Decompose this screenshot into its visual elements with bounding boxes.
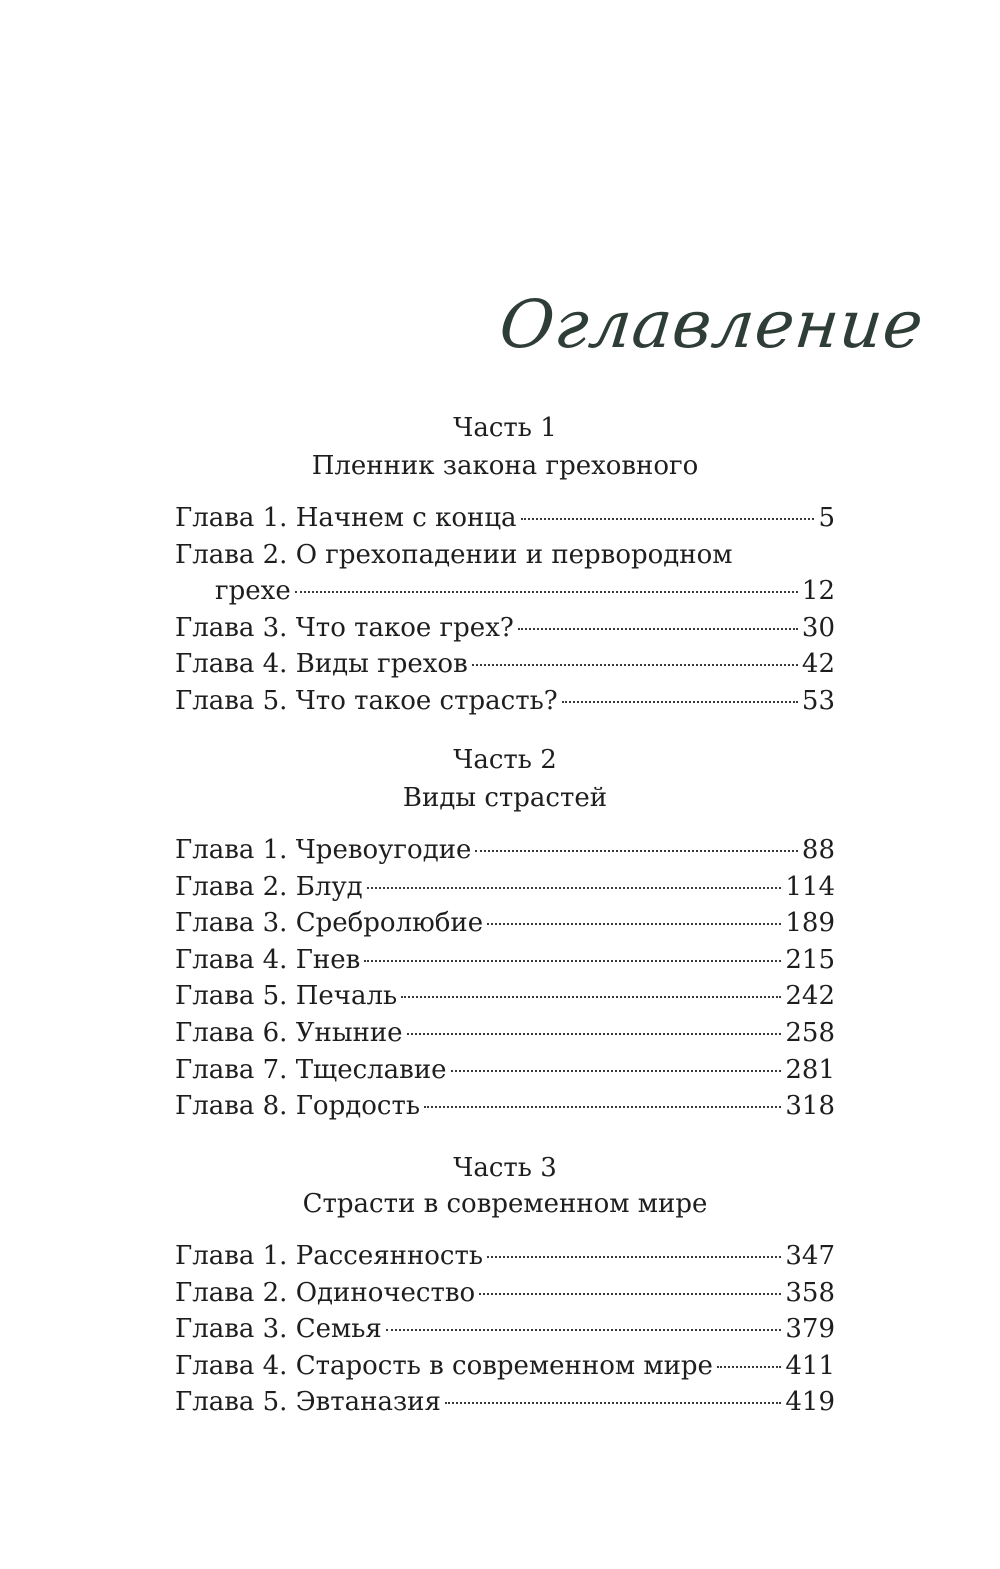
toc-entry[interactable] [175,683,835,720]
page-number: 379 [785,1314,835,1345]
chapter-label: Глава 8. Гордость [175,1091,420,1122]
toc-entry[interactable] [175,1275,835,1312]
chapter-label: Глава 3. Семья [175,1314,382,1345]
toc-entry[interactable] [175,1311,835,1348]
page-number: 30 [801,612,835,643]
toc-entry[interactable] [175,1384,835,1421]
dot-leader [407,1033,782,1035]
page-number: 53 [801,685,835,716]
dot-leader [451,1070,782,1072]
toc-entry[interactable] [175,1348,835,1385]
chapter-label: Глава 4. Гнев [175,944,361,975]
dot-leader [472,664,798,666]
page-title: Оглавление [496,286,928,363]
chapter-label: Глава 3. Сребролюбие [175,908,484,939]
page-number: 411 [785,1350,835,1381]
chapter-label: Глава 5. Печаль [175,981,398,1012]
page-number: 419 [785,1387,835,1418]
chapter-label: Глава 4. Виды грехов [175,649,468,680]
part-1-title: Пленник закона греховного [311,451,699,481]
toc-entry[interactable] [175,1238,835,1275]
chapter-label: Глава 2. Одиночество [175,1277,476,1308]
page-number: 347 [785,1241,835,1271]
dot-leader [717,1366,781,1368]
chapter-label: Глава 5. Что такое страсть? [175,685,558,716]
toc-entry[interactable] [175,942,835,979]
chapter-label: Глава 4. Старость в современном мире [175,1350,713,1381]
page-number: 358 [785,1277,835,1308]
toc-entry-continuation[interactable] [175,573,835,610]
toc-entry[interactable] [175,646,835,683]
chapter-label: Глава 1. Начнем с конца [175,503,517,533]
toc-entry[interactable] [175,978,835,1015]
dot-leader [424,1106,781,1108]
page-number: 5 [818,503,835,533]
dot-leader [475,850,797,852]
chapter-label: Глава 2. О грехопадении и первородном [175,539,733,570]
part-3-label: Часть 3 [453,1153,557,1183]
toc-entry[interactable] [175,905,835,942]
toc-entry[interactable] [175,500,835,537]
dot-leader [386,1329,782,1331]
chapter-label: Глава 7. Тщеславие [175,1054,447,1085]
part-2-label: Часть 2 [453,745,557,775]
chapter-label-continuation: грехе [215,576,291,607]
dot-leader [295,591,798,593]
dot-leader [367,887,782,889]
page-number: 88 [801,835,835,865]
part-3-title: Страсти в современном мире [302,1189,708,1219]
toc-entry[interactable] [175,832,835,869]
toc-entry[interactable] [175,610,835,647]
page-number: 318 [785,1091,835,1122]
page-number: 242 [785,981,835,1012]
part-2-chapter-list [175,832,835,1125]
toc-entry[interactable] [175,869,835,906]
dot-leader [364,960,781,962]
dot-leader [562,701,798,703]
part-3-chapter-list [175,1238,835,1421]
part-2-title: Виды страстей [402,783,608,813]
dot-leader [479,1293,781,1295]
dot-leader [401,996,781,998]
page-number: 114 [785,871,835,902]
toc-entry[interactable] [175,537,835,574]
chapter-label: Глава 6. Уныние [175,1017,403,1048]
page-number: 215 [785,944,835,975]
chapter-label: Глава 3. Что такое грех? [175,612,514,643]
dot-leader [487,923,781,925]
part-1-chapter-list [175,500,835,720]
toc-entry[interactable] [175,1088,835,1125]
dot-leader [445,1402,781,1404]
chapter-label: Глава 5. Эвтаназия [175,1387,441,1418]
page-number: 12 [801,576,835,607]
chapter-label: Глава 1. Чревоугодие [175,835,472,865]
toc-entry[interactable] [175,1015,835,1052]
chapter-label: Глава 2. Блуд [175,871,363,902]
dot-leader [518,628,798,630]
toc-entry[interactable] [175,1052,835,1089]
page-number: 258 [785,1017,835,1048]
page-number: 42 [801,649,835,680]
part-1-label: Часть 1 [453,413,557,443]
chapter-label: Глава 1. Рассеянность [175,1241,484,1271]
dot-leader [487,1256,781,1258]
dot-leader [521,518,815,520]
page-number: 189 [785,908,835,939]
page-number: 281 [785,1054,835,1085]
